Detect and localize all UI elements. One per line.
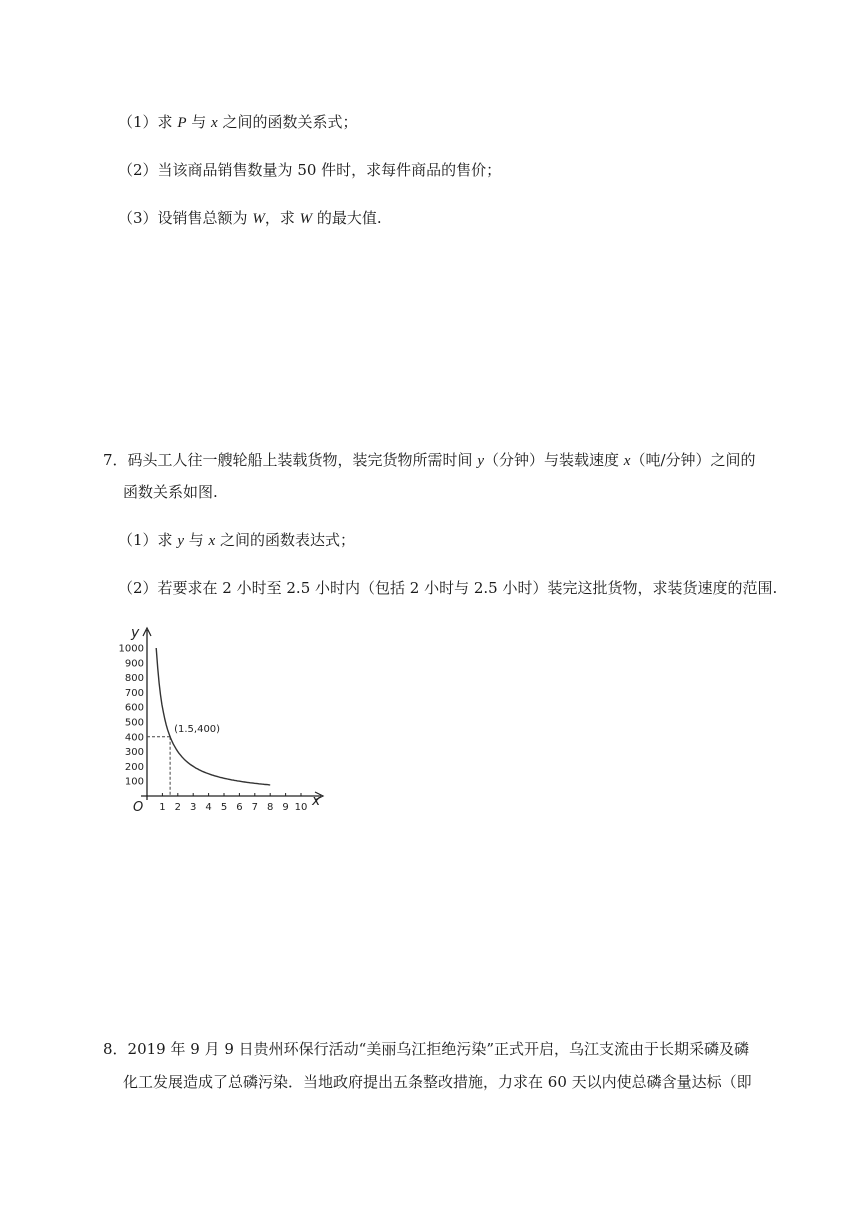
y-tick-label: 200 — [124, 761, 144, 773]
function-graph — [114, 620, 334, 815]
variable-w: W — [252, 211, 265, 227]
y-axis-label: y — [131, 625, 140, 641]
text-segment: 与 — [183, 531, 209, 549]
text-segment: 的最大值. — [312, 209, 382, 227]
x-tick-label: 3 — [190, 802, 197, 813]
y-tick-label: 500 — [124, 717, 144, 729]
question-7-part-1 — [118, 530, 355, 551]
variable-p: P — [177, 115, 187, 131]
y-tick-label: 300 — [124, 747, 144, 759]
x-tick-label: 10 — [294, 802, 308, 813]
variable-x: x — [211, 115, 218, 131]
x-tick-label: 6 — [236, 802, 243, 813]
text-segment: （1）求 — [118, 113, 178, 131]
variable-x: x — [208, 533, 216, 549]
text-segment: 与 — [186, 113, 212, 131]
x-tick-label: 2 — [174, 802, 181, 813]
question-7-stem — [103, 450, 756, 471]
text-segment: 之间的函数关系式； — [217, 113, 358, 131]
origin-label: O — [133, 800, 144, 815]
y-tick-label: 400 — [124, 732, 144, 744]
text-segment: 7．码头工人往一艘轮船上装载货物，装完货物所需时间 — [103, 451, 478, 469]
question-7-stem-continued: 函数关系如图. — [123, 483, 218, 501]
x-tick-label: 4 — [205, 802, 212, 813]
question-6-part-3 — [118, 208, 382, 229]
question-6-part-2: （2）当该商品销售数量为 50 件时，求每件商品的售价； — [118, 161, 502, 179]
x-tick-label: 7 — [251, 802, 258, 813]
y-tick-label: 1000 — [118, 643, 144, 655]
y-tick-label: 600 — [124, 702, 144, 714]
text-segment: 之间的函数表达式； — [215, 531, 355, 549]
x-tick-label: 1 — [159, 802, 166, 813]
point-label: (1.5,400) — [174, 723, 221, 735]
text-segment: （3）设销售总额为 — [118, 209, 253, 227]
question-8-stem-continued: 化工发展造成了总磷污染．当地政府提出五条整改措施，力求在 60 天以内使总磷含量达标（即 — [123, 1073, 752, 1091]
variable-y: y — [477, 453, 484, 469]
y-tick-group — [119, 644, 144, 788]
function-curve — [156, 648, 270, 785]
text-segment: （吨/分钟）之间的 — [630, 451, 756, 469]
variable-w: W — [299, 211, 313, 227]
x-tick-label: 5 — [220, 802, 228, 813]
x-tick-label: 9 — [282, 802, 289, 813]
x-axis-label: x — [312, 793, 321, 809]
variable-x: x — [623, 453, 631, 469]
text-segment: （1）求 — [118, 531, 178, 549]
y-tick-label: 700 — [124, 687, 144, 699]
text-segment: （分钟）与装载速度 — [484, 451, 624, 469]
question-7-part-2: （2）若要求在 2 小时至 2.5 小时内（包括 2 小时与 2.5 小时）装完这批货物，求装货速度的范围. — [118, 579, 778, 597]
y-tick-label: 800 — [124, 673, 144, 685]
variable-y: y — [177, 533, 184, 549]
text-segment: ，求 — [264, 209, 300, 227]
y-tick-label: 900 — [124, 658, 144, 670]
question-6-part-1 — [118, 112, 357, 133]
question-8-stem: 8．2019 年 9 月 9 日贵州环保行活动“美丽乌江拒绝污染”正式开启，乌江支流由于长期采磷及磷 — [103, 1040, 749, 1058]
y-tick-label: 100 — [124, 776, 144, 788]
x-tick-label: 8 — [267, 802, 274, 813]
